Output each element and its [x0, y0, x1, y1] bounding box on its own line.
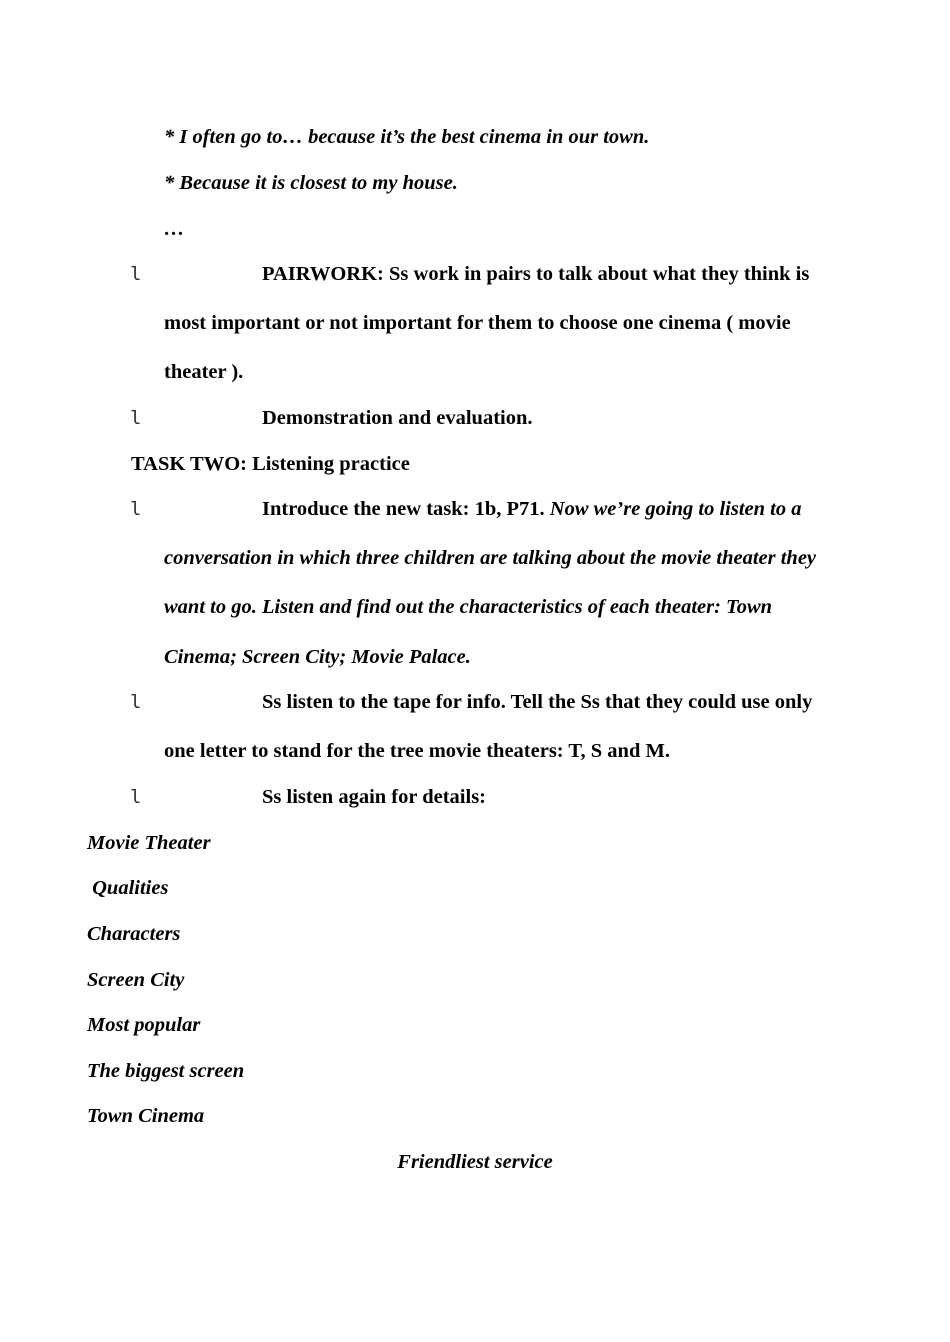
bullet-marker: l [130, 407, 142, 429]
table-item: Screen City [87, 969, 185, 991]
bullet-marker: l [130, 263, 142, 285]
introduce-italic-start: Now we’re going to listen to a [549, 498, 802, 520]
bullet-marker: l [130, 786, 142, 808]
listen-details-item: Ss listen again for details: [262, 786, 486, 808]
listen-info-line-2: one letter to stand for the tree movie theaters: T, S and M. [164, 740, 670, 762]
table-item: Most popular [87, 1014, 201, 1036]
bullet-marker: l [130, 498, 142, 520]
example-sentence-2: * Because it is closest to my house. [164, 172, 458, 194]
centered-table-item: Friendliest service [397, 1151, 553, 1173]
introduce-line-4: Cinema; Screen City; Movie Palace. [164, 646, 471, 668]
bullet-marker: l [130, 691, 142, 713]
example-sentence-1: * I often go to… because it’s the best cinema in our town. [164, 126, 650, 148]
introduce-lead: Introduce the new task: 1b, P71. [262, 498, 550, 520]
pairwork-line-1: PAIRWORK: Ss work in pairs to talk about what they think is [262, 263, 810, 285]
introduce-line-3: want to go. Listen and find out the characteristics of each theater: Town [164, 596, 773, 618]
table-item: Town Cinema [87, 1105, 205, 1127]
pairwork-line-3: theater ). [164, 361, 244, 383]
table-item: Movie Theater [87, 832, 211, 854]
introduce-line-2: conversation in which three children are talking about the movie theater they [164, 547, 817, 569]
example-ellipsis: … [164, 218, 185, 240]
demonstration-item: Demonstration and evaluation. [262, 407, 533, 429]
introduce-line-1 [262, 497, 802, 521]
task-two-heading: TASK TWO: Listening practice [131, 453, 410, 475]
pairwork-line-2: most important or not important for them to choose one cinema ( movie [164, 312, 791, 334]
table-item: The biggest screen [87, 1060, 245, 1082]
table-item: Qualities [87, 877, 169, 899]
listen-info-line-1: Ss listen to the tape for info. Tell the Ss that they could use only [262, 691, 813, 713]
table-item: Characters [87, 923, 181, 945]
